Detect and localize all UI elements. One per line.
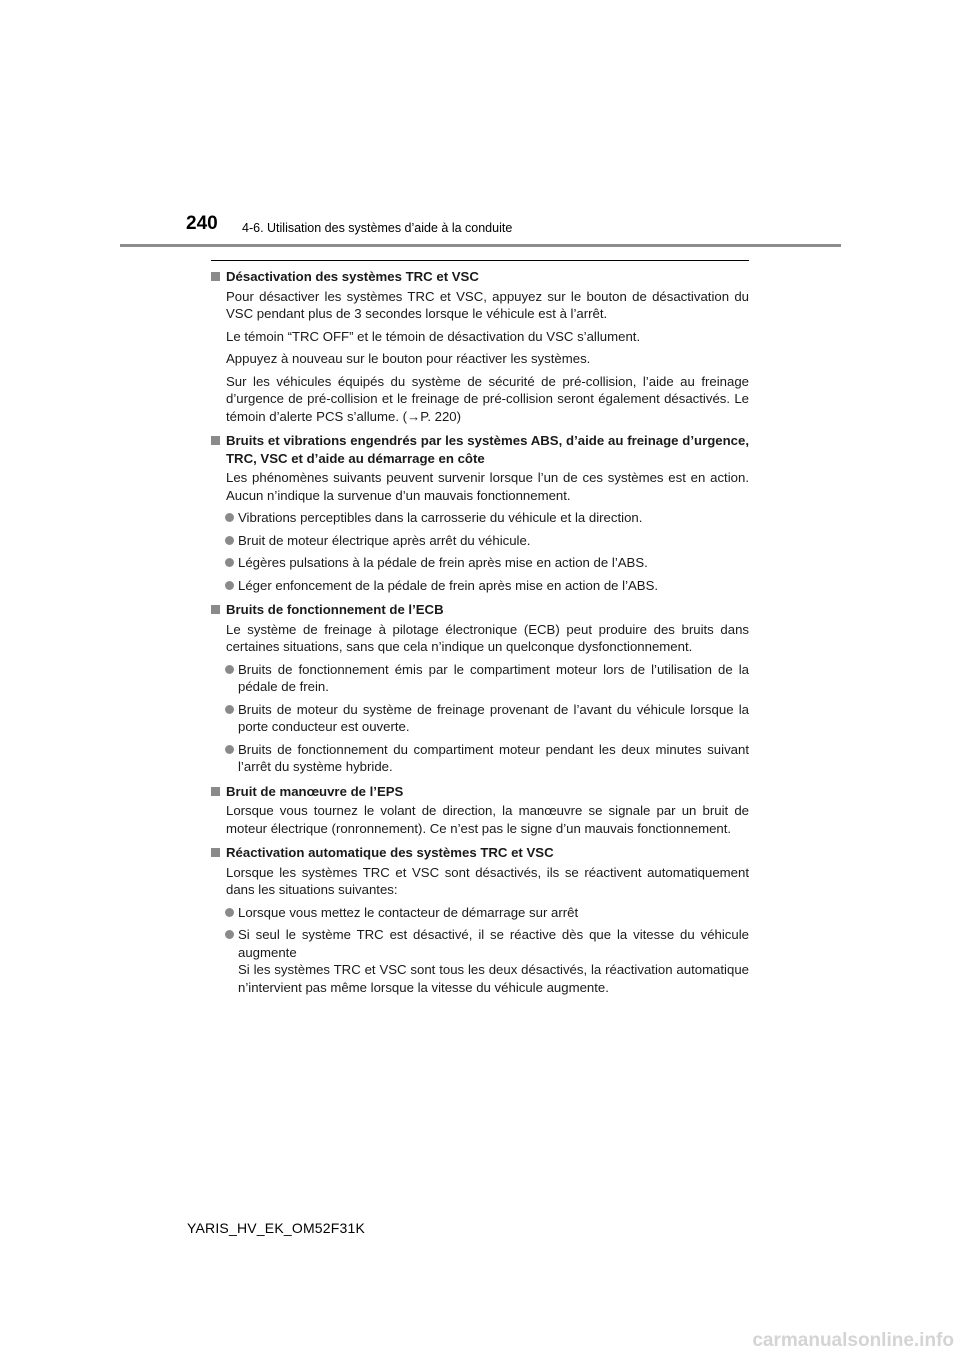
circle-bullet-icon bbox=[225, 536, 234, 545]
list-item: Bruits de fonctionnement émis par le compartiment moteur lors de l’utilisation de la pédale de frein. bbox=[211, 661, 749, 696]
section-heading: Bruits de fonctionnement de l’ECB bbox=[211, 601, 749, 619]
paragraph: Lorsque les systèmes TRC et VSC sont désactivés, ils se réactivent automatiquement dans les situations suivantes: bbox=[226, 864, 749, 897]
circle-bullet-icon bbox=[225, 665, 234, 674]
square-bullet-icon bbox=[211, 605, 220, 614]
list-item: Bruit de moteur électrique après arrêt du véhicule. bbox=[211, 532, 749, 550]
section-trc-vsc-off bbox=[211, 268, 749, 425]
document-code: YARIS_HV_EK_OM52F31K bbox=[187, 1220, 366, 1236]
section-eps-noise bbox=[211, 783, 749, 838]
section-auto-reactivation bbox=[211, 844, 749, 996]
section-noise-vibrations bbox=[211, 432, 749, 594]
paragraph: Pour désactiver les systèmes TRC et VSC, appuyez sur le bouton de désactivation du VSC pendant plus de 3 secondes lorsque le véhicule est à l’arrêt. bbox=[226, 288, 749, 321]
paragraph: Lorsque vous tournez le volant de direction, la manœuvre se signale par un bruit de moteur électrique (ronronnement). Ce n’est pas le signe d’un mauvais fonctionnement. bbox=[226, 803, 749, 836]
list-item: Lorsque vous mettez le contacteur de démarrage sur arrêt bbox=[211, 904, 749, 922]
header-rule bbox=[120, 244, 841, 247]
section-heading: Réactivation automatique des systèmes TRC et VSC bbox=[211, 844, 749, 862]
section-heading: Bruits et vibrations engendrés par les systèmes ABS, d’aide au freinage d’urgence, TRC, VSC et d’aide au démarrage en côte bbox=[211, 432, 749, 467]
circle-bullet-icon bbox=[225, 745, 234, 754]
square-bullet-icon bbox=[211, 787, 220, 796]
paragraph: Le témoin “TRC OFF” et le témoin de désactivation du VSC s’allument. bbox=[226, 328, 641, 344]
circle-bullet-icon bbox=[225, 930, 234, 939]
list-item: Bruits de moteur du système de freinage provenant de l’avant du véhicule lorsque la porte conducteur est ouverte. bbox=[211, 701, 749, 736]
page-number: 240 bbox=[186, 213, 218, 234]
circle-bullet-icon bbox=[225, 513, 234, 522]
paragraph: Le système de freinage à pilotage électronique (ECB) peut produire des bruits dans certaines situations, sans que cela n’indique un quelconque dysfonctionnement. bbox=[226, 621, 749, 654]
watermark: carmanualsonline.info bbox=[752, 1330, 954, 1351]
list-item: Légères pulsations à la pédale de frein après mise en action de l’ABS. bbox=[211, 554, 749, 572]
list-item: Léger enfoncement de la pédale de frein après mise en action de l’ABS. bbox=[211, 577, 749, 595]
list-item: Bruits de fonctionnement du compartiment moteur pendant les deux minutes suivant l’arrêt du système hybride. bbox=[211, 741, 749, 776]
paragraph: Les phénomènes suivants peuvent survenir lorsque l’un de ces systèmes est en action. Aucun n’indique la survenue d’un mauvais fonctionnement. bbox=[226, 470, 749, 503]
circle-bullet-icon bbox=[225, 705, 234, 714]
content-rule bbox=[211, 260, 749, 261]
chapter-title: 4-6. Utilisation des systèmes d’aide à la conduite bbox=[242, 221, 513, 235]
list-item: Si seul le système TRC est désactivé, il se réactive dès que la vitesse du véhicule augmente Si les systèmes TRC et VSC sont tous les deux désactivés, la réactivation automatique n’intervient pas même lorsque la vitesse du véhicule augmente. bbox=[211, 926, 749, 996]
square-bullet-icon bbox=[211, 272, 220, 281]
paragraph: Appuyez à nouveau sur le bouton pour réactiver les systèmes. bbox=[226, 351, 591, 366]
circle-bullet-icon bbox=[225, 558, 234, 567]
square-bullet-icon bbox=[211, 436, 220, 445]
content bbox=[211, 268, 749, 1003]
paragraph: Sur les véhicules équipés du système de sécurité de pré-collision, l’aide au freinage d’urgence de pré-collision et le freinage de pré-collision seront également désactivés. Le témoin d’alerte PCS s’allume. (→P. 220) bbox=[226, 373, 749, 424]
section-heading: Bruit de manœuvre de l’EPS bbox=[211, 783, 749, 801]
square-bullet-icon bbox=[211, 848, 220, 857]
section-heading: Désactivation des systèmes TRC et VSC bbox=[211, 268, 749, 286]
circle-bullet-icon bbox=[225, 581, 234, 590]
circle-bullet-icon bbox=[225, 908, 234, 917]
section-ecb-noise bbox=[211, 601, 749, 776]
list-item: Vibrations perceptibles dans la carrosserie du véhicule et la direction. bbox=[211, 509, 749, 527]
